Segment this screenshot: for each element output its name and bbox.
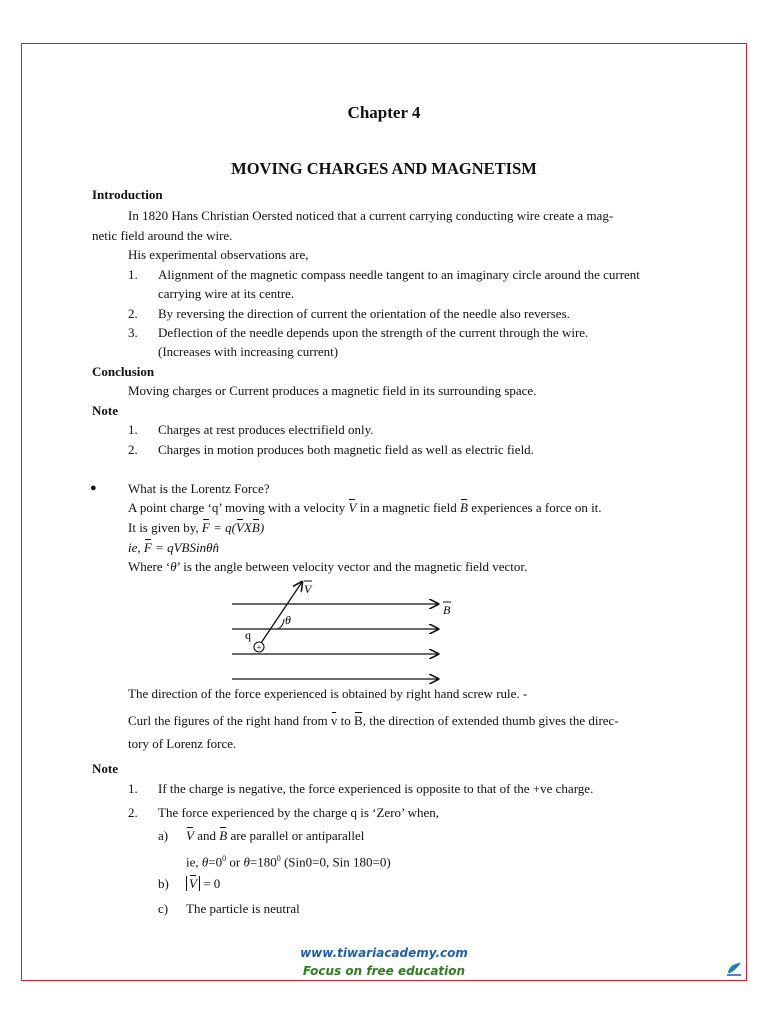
intro-line-1: In 1820 Hans Christian Oersted noticed that a current carrying conducting wire create a mag- — [128, 208, 614, 223]
angle-label: θ — [285, 613, 291, 627]
footer-url[interactable]: www.tiwariacademy.com — [300, 946, 468, 960]
where-text: ’ is the angle between velocity vector and the magnetic field vector. — [176, 559, 528, 574]
lorentz-formula-line — [128, 518, 264, 537]
velocity-vector-symbol: V — [348, 500, 357, 515]
field-symbol: B — [219, 828, 228, 843]
note-text: The force experienced by the charge q is ‘Zero’ when, — [158, 805, 440, 820]
field-symbol: B — [251, 520, 260, 535]
note-number: 2. — [128, 442, 138, 457]
note-number: 2. — [128, 805, 138, 820]
observation-number: 1. — [128, 267, 138, 282]
direction-text: The direction of the force experienced is obtained by right hand screw rule. - — [128, 686, 528, 701]
velocity-symbol: v — [330, 713, 338, 728]
equals-zero: = 0 — [203, 876, 221, 891]
chapter-title: MOVING CHARGES AND MAGNETISM — [231, 159, 537, 178]
curl-line — [128, 711, 619, 730]
case-a-text — [186, 826, 364, 845]
force-symbol: F — [201, 520, 210, 535]
force-symbol: F — [143, 540, 152, 555]
lorentz-line-1 — [128, 498, 602, 517]
introduction-heading: Introduction — [92, 187, 163, 202]
ie-text: ie, — [186, 854, 199, 870]
observation-number: 3. — [128, 325, 138, 340]
sin-values: (Sin0=0, Sin 180=0) — [283, 854, 391, 870]
observation-text: Alignment of the magnetic compass needle tangent to an imaginary circle around the current — [158, 267, 640, 282]
angle-value: =180 — [249, 854, 277, 870]
magnitude-formula: = qVBSinθn̂ — [151, 540, 219, 555]
curl-text: , the direction of extended thumb gives the direc- — [362, 713, 619, 728]
note-text: Charges at rest produces electrifield only. — [158, 422, 374, 437]
formula-part: ) — [259, 520, 265, 535]
velocity-arrow — [259, 582, 302, 646]
or-text: or — [229, 854, 241, 870]
conclusion-heading: Conclusion — [92, 364, 155, 379]
velocity-symbol: V — [189, 876, 197, 891]
note-number: 1. — [128, 781, 138, 796]
lorentz-text: experiences a force on it. — [471, 500, 602, 515]
cross-symbol: X — [243, 520, 252, 535]
observation-text-cont: carrying wire at its centre. — [158, 286, 295, 301]
to-text: to — [340, 713, 351, 728]
velocity-symbol: V — [186, 828, 194, 843]
observation-text-cont: (Increases with increasing current) — [158, 344, 339, 359]
angle-arc — [278, 619, 284, 629]
lorentz-question: What is the Lorentz Force? — [128, 481, 270, 496]
intro-line-2: netic field around the wire. — [92, 228, 233, 243]
field-symbol: B — [354, 713, 363, 728]
charge-sign: + — [256, 642, 262, 653]
degree-sup: 0 — [276, 854, 281, 863]
velocity-symbol: V — [235, 520, 244, 535]
bullet: ● — [90, 482, 97, 494]
note-number: 1. — [128, 422, 138, 437]
given-by-text: It is given by, — [128, 520, 199, 535]
lorentz-diagram — [220, 576, 470, 686]
note-text: If the charge is negative, the force experienced is opposite to that of the +ve charge. — [158, 781, 594, 796]
case-b-label: b) — [158, 876, 169, 891]
case-c-label: c) — [158, 901, 169, 916]
note-heading: Note — [92, 761, 118, 776]
where-line — [128, 557, 527, 576]
lorentz-text: A point charge ‘q’ moving with a velocity — [128, 500, 346, 515]
and-text: and — [197, 828, 216, 843]
theta-symbol: θ — [201, 854, 209, 870]
note-text: Charges in motion produces both magnetic field as well as electric field. — [158, 442, 534, 457]
case-a-description: are parallel or antiparallel — [230, 828, 365, 843]
degree-sup: 0 — [222, 854, 227, 863]
field-label: B — [443, 603, 451, 617]
ie-text: ie, — [128, 540, 141, 555]
formula-part: = q( — [209, 520, 236, 535]
observation-text: By reversing the direction of current the orientation of the needle also reverses. — [158, 306, 570, 321]
conclusion-text: Moving charges or Current produces a magnetic field in its surrounding space. — [128, 383, 537, 398]
velocity-label: V — [304, 582, 312, 596]
note-heading: Note — [92, 403, 118, 418]
angle-value: =0 — [208, 854, 223, 870]
lorentz-magnitude-line — [128, 538, 219, 557]
where-text: Where ‘ — [128, 559, 171, 574]
magnitude-bars — [186, 876, 200, 891]
case-a-label: a) — [158, 828, 169, 843]
lorentz-formula — [202, 520, 264, 535]
curl-line-2: tory of Lorenz force. — [128, 736, 237, 751]
case-c-text: The particle is neutral — [186, 901, 300, 916]
chapter-heading: Chapter 4 — [347, 103, 421, 122]
observation-text: Deflection of the needle depends upon the strength of the current through the wire. — [158, 325, 589, 340]
case-a-angles — [186, 849, 391, 871]
curl-text: Curl the figures of the right hand from — [128, 713, 328, 728]
academy-logo-icon — [725, 960, 743, 978]
observation-number: 2. — [128, 306, 138, 321]
footer-tagline: Focus on free education — [302, 964, 466, 978]
observations-lead: His experimental observations are, — [128, 247, 309, 262]
case-b-text — [186, 874, 220, 893]
lorentz-text: in a magnetic field — [359, 500, 457, 515]
charge-label: q — [245, 628, 251, 642]
theta-symbol: θ — [243, 854, 250, 870]
field-vector-symbol: B — [460, 500, 468, 515]
theta-symbol: θ — [170, 559, 177, 574]
